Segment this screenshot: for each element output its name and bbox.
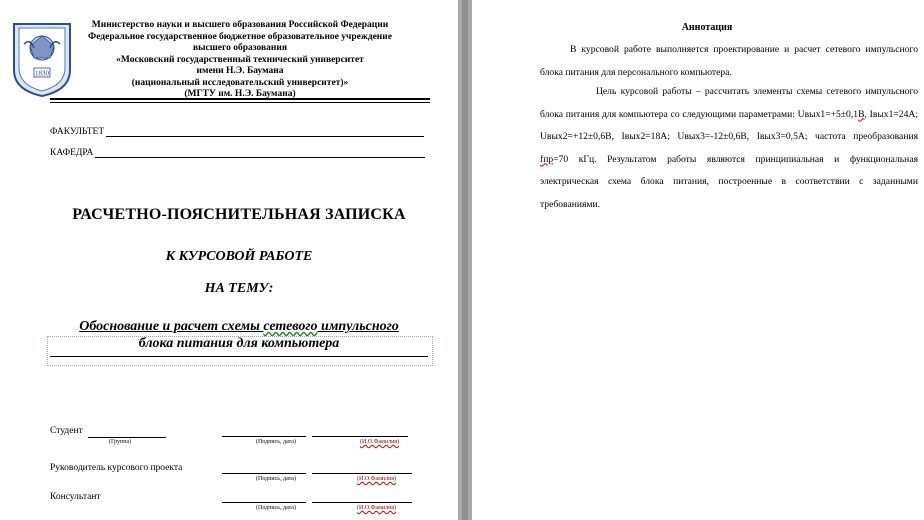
page-gutter	[458, 0, 472, 520]
para2-text: Цель курсовой работы – рассчитать элементы схемы сетевого импульсного блока питания для компьютера со следующими параметрами: Uвых1=+5±0,1	[540, 86, 918, 120]
header-line: (национальный исследовательский университет)»	[131, 77, 349, 88]
consultant-signature-line[interactable]	[222, 501, 306, 503]
faculty-field	[50, 126, 424, 137]
topic-line-2: блока питания для компьютера	[138, 336, 340, 351]
signature-caption: (Подпись, дата)	[256, 505, 296, 511]
student-name-line[interactable]	[312, 435, 408, 437]
name-caption: (И.О.Фамилия)	[360, 439, 400, 445]
university-header	[70, 20, 410, 101]
signature-caption: (Подпись, дата)	[256, 476, 296, 482]
group-caption: (Группа)	[109, 439, 132, 445]
emblem-year: 1830	[35, 69, 49, 78]
department-label: КАФЕДРА	[50, 148, 94, 158]
para2-text: , Iвых1=24А; Uвых2=+12±0,6В, Iвых2=18А; Uвых3=-12±0,6В, Iвых3=0,5А; частота преобразования	[540, 108, 918, 142]
annotation-paragraph-1: В курсовой работе выполняется проектирование и расчет сетевого импульсного блока питания для персонального компьютера.	[540, 44, 918, 78]
topic-text	[20, 318, 458, 352]
title-page	[0, 0, 458, 520]
department-input-line[interactable]	[95, 147, 425, 158]
name-caption: (И.О.Фамилия)	[357, 476, 397, 482]
header-divider-thin	[50, 102, 430, 103]
student-group-line[interactable]	[88, 436, 166, 438]
header-line: Федеральное государственное бюджетное образовательное учреждение	[88, 31, 392, 42]
faculty-label: ФАКУЛЬТЕТ	[50, 127, 105, 137]
header-line: Министерство науки и высшего образования Российской Федерации	[91, 20, 389, 30]
header-divider	[50, 98, 430, 100]
bmstu-emblem-icon	[10, 18, 74, 98]
annotation-title: Аннотация	[681, 22, 733, 33]
para2-spelling-error: В	[858, 108, 865, 120]
supervisor-label: Руководитель курсового проекта	[50, 463, 183, 473]
topic-heading: НА ТЕМУ:	[204, 281, 274, 296]
supervisor-signature-line[interactable]	[222, 472, 306, 474]
student-signature-line[interactable]	[222, 435, 306, 437]
department-field	[50, 147, 425, 158]
para2-spelling-error: fпр	[540, 153, 554, 165]
document-title: РАСЧЕТНО-ПОЯСНИТЕЛЬНАЯ ЗАПИСКА	[72, 206, 406, 223]
consultant-label: Консультант	[50, 492, 101, 502]
topic-part: Обоснование и расчет схемы	[79, 319, 264, 334]
consultant-name-line[interactable]	[312, 501, 412, 503]
course-work-subtitle: К КУРСОВОЙ РАБОТЕ	[165, 249, 313, 264]
header-line: высшего образования	[193, 43, 287, 53]
name-caption: (И.О.Фамилия)	[357, 505, 397, 511]
supervisor-name-line[interactable]	[312, 472, 412, 474]
annotation-page	[472, 0, 924, 520]
faculty-input-line[interactable]	[106, 126, 424, 137]
topic-part: импульсного	[317, 319, 399, 334]
header-line: «Московский государственный технический университет	[116, 54, 364, 65]
topic-part-misspelled: сетевого	[263, 319, 318, 334]
header-line: (МГТУ им. Н.Э. Баумана)	[184, 89, 296, 99]
signature-caption: (Подпись, дата)	[256, 439, 296, 445]
header-line: имени Н.Э. Баумана	[196, 66, 284, 76]
topic-underline	[50, 356, 428, 357]
para2-text: =70 кГц. Результатом работы являются принципиальная и функциональная электрическая схема блока питания, построенные в соответствии с заданными требованиями.	[540, 153, 918, 210]
student-label: Студент	[50, 426, 83, 436]
annotation-paragraph-2	[540, 81, 918, 216]
